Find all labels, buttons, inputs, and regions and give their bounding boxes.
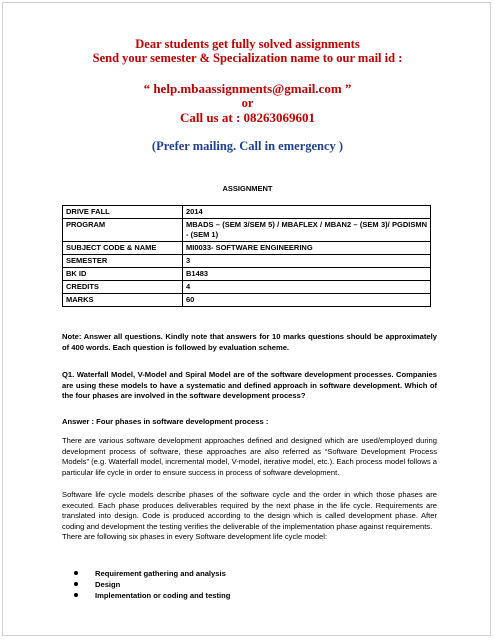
- body-paragraph-1: There are various software development approaches defined and designed which are used/employed during development process of software, these approaches are also referred as “Software Development Process Models” (e.g. Waterfall model, incremental model, V-model, iterative model, etc.). Each process model follows a particular life cycle in order to ensure success in process of software development.: [62, 436, 437, 477]
- table-row: [63, 268, 431, 281]
- promo-prefer-note: (Prefer mailing. Call in emergency ): [151, 139, 344, 153]
- assignment-title: ASSIGNMENT: [222, 184, 273, 193]
- list-item-text: Implementation or coding and testing: [95, 591, 231, 600]
- table-value: 4: [183, 281, 431, 294]
- table-key: MARKS: [63, 294, 183, 307]
- table-row: [63, 219, 431, 242]
- body-paragraph-2-text: Software life cycle models describe phases of the software cycle and the order in which those phases are executed. Each phase produces deliverables required by the next phase in the life cycle. Requirements are translated into design. Code is produced according to the design which is called development phase. After coding and development the testing verifies the deliverable of the implementation phase against requirements.: [62, 490, 437, 531]
- list-item: [74, 590, 434, 601]
- assignment-info-table: [62, 205, 431, 307]
- table-row: [63, 206, 431, 219]
- table-value: 3: [183, 255, 431, 268]
- table-row: [63, 255, 431, 268]
- bullet-icon: [74, 582, 78, 586]
- table-value: B1483: [183, 268, 431, 281]
- list-item-text: Requirement gathering and analysis: [95, 569, 226, 578]
- table-key: BK ID: [63, 268, 183, 281]
- promo-line-1: Dear students get fully solved assignments: [135, 37, 360, 51]
- promo-line-2: Send your semester & Specialization name to our mail id :: [92, 51, 403, 65]
- table-key: DRIVE FALL: [63, 206, 183, 219]
- phases-list: [74, 568, 434, 601]
- promo-phone: Call us at : 08263069601: [179, 110, 316, 125]
- table-row: [63, 281, 431, 294]
- table-row: [63, 242, 431, 255]
- table-value: MI0033- SOFTWARE ENGINEERING: [183, 242, 431, 255]
- promo-header: [0, 37, 495, 153]
- table-key: PROGRAM: [63, 219, 183, 242]
- bullet-icon: [74, 571, 78, 575]
- question-1: Q1. Waterfall Model, V-Model and Spiral Model are of the software development processes. Companies are using these models to have a systematic and defined approach in software development. Which of the four phases are involved in the software development process?: [62, 370, 437, 400]
- table-value: 2014: [183, 206, 431, 219]
- promo-email: “ help.mbaassignments@gmail.com ”: [143, 81, 352, 96]
- table-value: 60: [183, 294, 431, 307]
- table-key: SEMESTER: [63, 255, 183, 268]
- body-paragraph-2: [62, 490, 437, 543]
- note-paragraph: Note: Answer all questions. Kindly note that answers for 10 marks questions should be approximately of 400 words. Each question is followed by evaluation scheme.: [62, 332, 437, 352]
- list-item-text: Design: [95, 580, 121, 589]
- promo-or: or: [241, 96, 254, 110]
- table-value: MBADS – (SEM 3/SEM 5) / MBAFLEX / MBAN2 – (SEM 3)/ PGDISMN - (SEM 1): [183, 219, 431, 242]
- body-paragraph-3-text: There are following six phases in every Software development life cycle model:: [62, 532, 328, 541]
- table-row: [63, 294, 431, 307]
- list-item: [74, 579, 434, 590]
- list-item: [74, 568, 434, 579]
- table-key: CREDITS: [63, 281, 183, 294]
- bullet-icon: [74, 593, 78, 597]
- answer-heading: Answer : Four phases in software development process :: [62, 417, 269, 426]
- table-key: SUBJECT CODE & NAME: [63, 242, 183, 255]
